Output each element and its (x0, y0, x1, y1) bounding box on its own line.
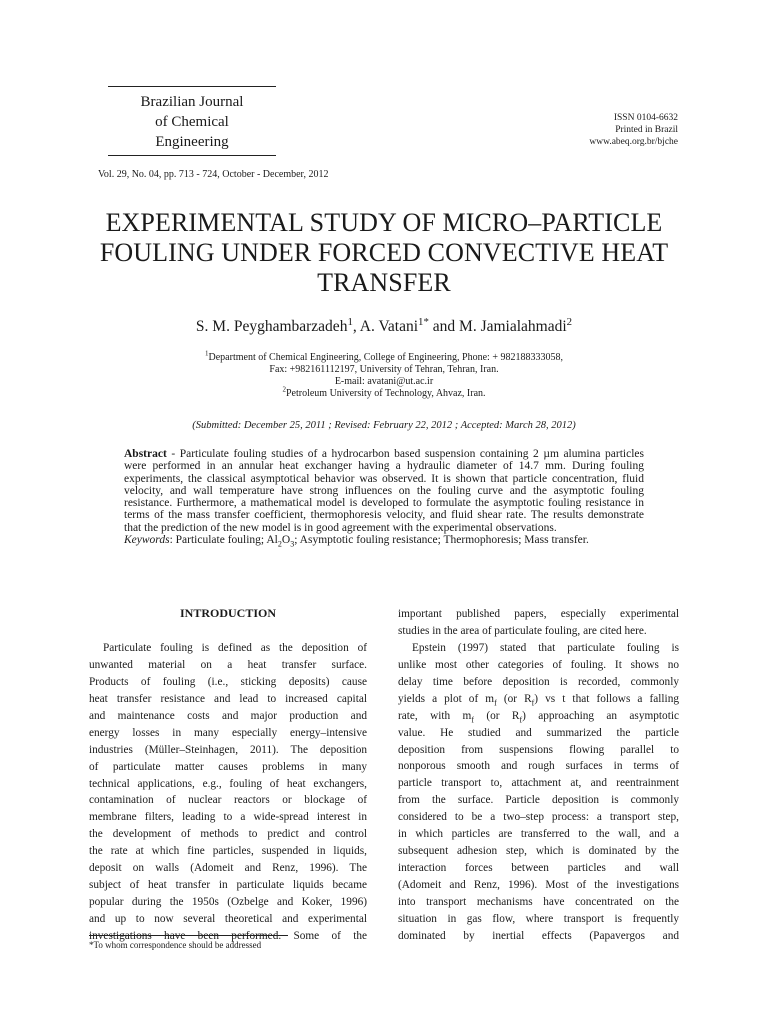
title-line-1: EXPERIMENTAL STUDY OF MICRO–PARTICLE (105, 208, 663, 237)
col2-l7-pre: rate, with m (398, 709, 472, 722)
col2-line: from the surface. Particle deposition is commonly (398, 794, 679, 807)
journal-info (540, 112, 678, 148)
affiliation-1-line-2: Fax: +982161112197, University of Tehran, Tehran, Iran. (269, 364, 499, 375)
col2-line: value. He studied and summarized the particle (398, 726, 679, 739)
col2-l6-pre: yields a plot of m (398, 692, 495, 705)
author-sep-2: and (428, 318, 460, 335)
abstract-line-1 (124, 448, 644, 460)
col1-line: contamination of nuclear reactors or blockage of (89, 794, 367, 807)
header-rule-top (108, 86, 276, 87)
volume-line: Vol. 29, No. 04, pp. 713 - 724, October - December, 2012 (98, 169, 329, 180)
col2-line: into transport mechanisms have concentrated on the (398, 895, 679, 908)
col2-l7-sub-2: f (519, 714, 523, 724)
col2-line: unlike most other categories of fouling. It shows no (398, 658, 679, 671)
contact-email: E-mail: avatani@ut.ac.ir (334, 376, 434, 387)
submission-dates: (Submitted: December 25, 2011 ; Revised: February 22, 2012 ; Accepted: March 28, 2012) (192, 420, 576, 431)
issn: ISSN 0104-6632 (613, 113, 678, 123)
correspondence-footnote: *To whom correspondence should be addressed (89, 940, 262, 950)
col1-line: and up to now several theoretical and experimental (89, 913, 367, 925)
abstract-line-6: terms of the mass transfer coefficient, thermophoresis velocity, and fluid shear rate. The results demonstrate (124, 509, 644, 522)
col2-line: considered to be a two–step process: a transport step, (398, 811, 679, 824)
keywords-mid: O (281, 534, 291, 547)
affiliation-1-marker: 1 (205, 349, 209, 358)
abstract (124, 448, 644, 549)
printed-in: Printed in Brazil (615, 125, 678, 135)
body-column-2 (398, 606, 679, 945)
col2-line: (Adomeit and Renz, 1996). Most of the investigations (398, 879, 679, 891)
col2-line: particle transport to, attachment at, and reentrainment (398, 777, 679, 790)
authors (60, 315, 708, 336)
col1-line: of particulate matter causes problems in many (89, 760, 367, 773)
abstract-line-5: resistance. Furthermore, a mathematical model is developed to formulate the asymptotic fouling resistance in (124, 497, 644, 510)
keywords-label: Keywords (124, 534, 170, 547)
keywords-sub-1: 2 (277, 539, 282, 549)
col2-l6-post: ) vs t that follows a falling (534, 692, 679, 705)
author-3-affil: 2 (566, 315, 573, 328)
affiliation-2-marker: 2 (282, 385, 286, 394)
keywords-post: ; Asymptotic fouling resistance; Thermophoresis; Mass transfer. (294, 534, 589, 547)
col1-line: the rate at which fine particles, suspended in liquids, (89, 845, 367, 858)
col2-line (398, 691, 679, 708)
abstract-text-1: - Particulate fouling studies of a hydrocarbon based suspension containing 2 µm alumina particles (166, 448, 644, 460)
col2-line: dominated by inertial effects (Papavergos and (398, 929, 679, 942)
abstract-label: Abstract (124, 448, 167, 460)
col1-line: the development of methods to predict and control (89, 828, 367, 841)
col2-line: deposition from suspensions flowing parallel to (398, 743, 679, 756)
abstract-line-4: velocity, and wall temperature have strong influences on the fouling curve and the asymptotic fouling (124, 484, 644, 497)
col2-line: delay time before deposition is recorded, commonly (398, 675, 679, 688)
col1-line: heat transfer resistance and lead to increased capital (89, 692, 367, 705)
journal-name (108, 92, 276, 152)
col1-line: Products of fouling (i.e., sticking deposits) cause (89, 675, 367, 688)
journal-website: www.abeq.org.br/bjche (589, 137, 678, 147)
col1-line: industries (Müller–Steinhagen, 2011). The deposition (89, 743, 367, 756)
author-2: A. Vatani (359, 318, 419, 335)
header-rule-bottom (108, 155, 276, 156)
affiliation-2 (100, 385, 668, 400)
col1-line: energy losses in many especially energy–intensive (89, 726, 367, 739)
col2-line: nonporous smooth and rough surfaces in terms of (398, 760, 679, 773)
keywords-sub-2: 3 (290, 539, 295, 549)
col1-line: subject of heat transfer in particulate liquids became (89, 879, 367, 892)
author-2-affil: 1* (418, 315, 429, 328)
col2-l7-mid: (or R (474, 709, 520, 722)
col1-line: unwanted material on a heat transfer surface. (89, 658, 367, 671)
col2-l7-post: ) approaching an asymptotic (522, 709, 679, 722)
keywords (124, 534, 644, 549)
col2-line: important published papers, especially experimental (398, 608, 679, 620)
affiliations (100, 349, 668, 400)
title-line-2: FOULING UNDER FORCED CONVECTIVE HEAT (99, 238, 669, 267)
journal-name-line-2: of Chemical (155, 114, 229, 130)
author-1: S. M. Peyghambarzadeh (195, 318, 348, 335)
col2-line: interaction forces between particles and wall (398, 862, 679, 875)
col2-line: Epstein (1997) stated that particulate fouling is (412, 641, 679, 654)
journal-name-line-3: Engineering (155, 134, 229, 150)
footnote-rule (89, 935, 288, 936)
col2-line: subsequent adhesion step, which is dominated by the (398, 845, 679, 858)
affiliation-2-text: Petroleum University of Technology, Ahvaz, Iran. (285, 388, 486, 399)
col1-line: deposit on walls (Adomeit and Renz, 1996). The (89, 862, 367, 875)
col2-l6-mid: (or R (496, 692, 532, 705)
col2-line: situation in gas flow, where transport is frequently (398, 912, 679, 925)
article-title (60, 208, 708, 298)
body-column-1 (89, 640, 367, 945)
title-line-3: TRANSFER (317, 268, 451, 297)
affiliation-1-line-1 (100, 349, 668, 364)
section-heading-introduction: INTRODUCTION (179, 606, 276, 620)
col1-line: membrane filters, leading to a wide-spread interest in (89, 811, 367, 824)
col1-line: investigations have been performed. Some of the (89, 929, 367, 942)
abstract-line-3: experiments, the classical asymptotical behavior was observed. It is shown that particle concentration, fluid (124, 472, 644, 485)
author-1-affil: 1 (347, 315, 353, 328)
col2-l6-sub-1: f (494, 697, 497, 707)
abstract-line-2: were performed in an annular heat exchanger having a hydraulic diameter of 14.7 mm. During fouling (124, 460, 644, 473)
abstract-line-7: that the prediction of the new model is in good agreement with the experimental observations. (124, 521, 557, 534)
author-sep-1: , (352, 318, 360, 335)
col2-l7-sub-1: f (471, 714, 474, 724)
col2-line: studies in the area of particulate fouling, are cited here. (398, 624, 647, 637)
col2-l6-sub-2: f (531, 697, 535, 707)
affiliation-1-text: Department of Chemical Engineering, College of Engineering, Phone: + 982188333058, (208, 352, 563, 363)
author-3: M. Jamialahmadi (459, 318, 567, 335)
col1-line: Particulate fouling is defined as the deposition of (103, 642, 367, 654)
col1-line: popular during the 1950s (Ozbelge and Koker, 1996) (89, 896, 367, 909)
col1-line: technical applications, e.g., fouling of heat exchangers, (89, 777, 367, 790)
col2-line (398, 708, 679, 725)
col2-line: in which particles are transferred to the wall, and a (398, 828, 679, 841)
keywords-pre: : Particulate fouling; Al (169, 534, 278, 547)
col1-line: and maintenance costs and major production and (89, 709, 367, 722)
journal-name-line-1: Brazilian Journal (140, 94, 244, 110)
